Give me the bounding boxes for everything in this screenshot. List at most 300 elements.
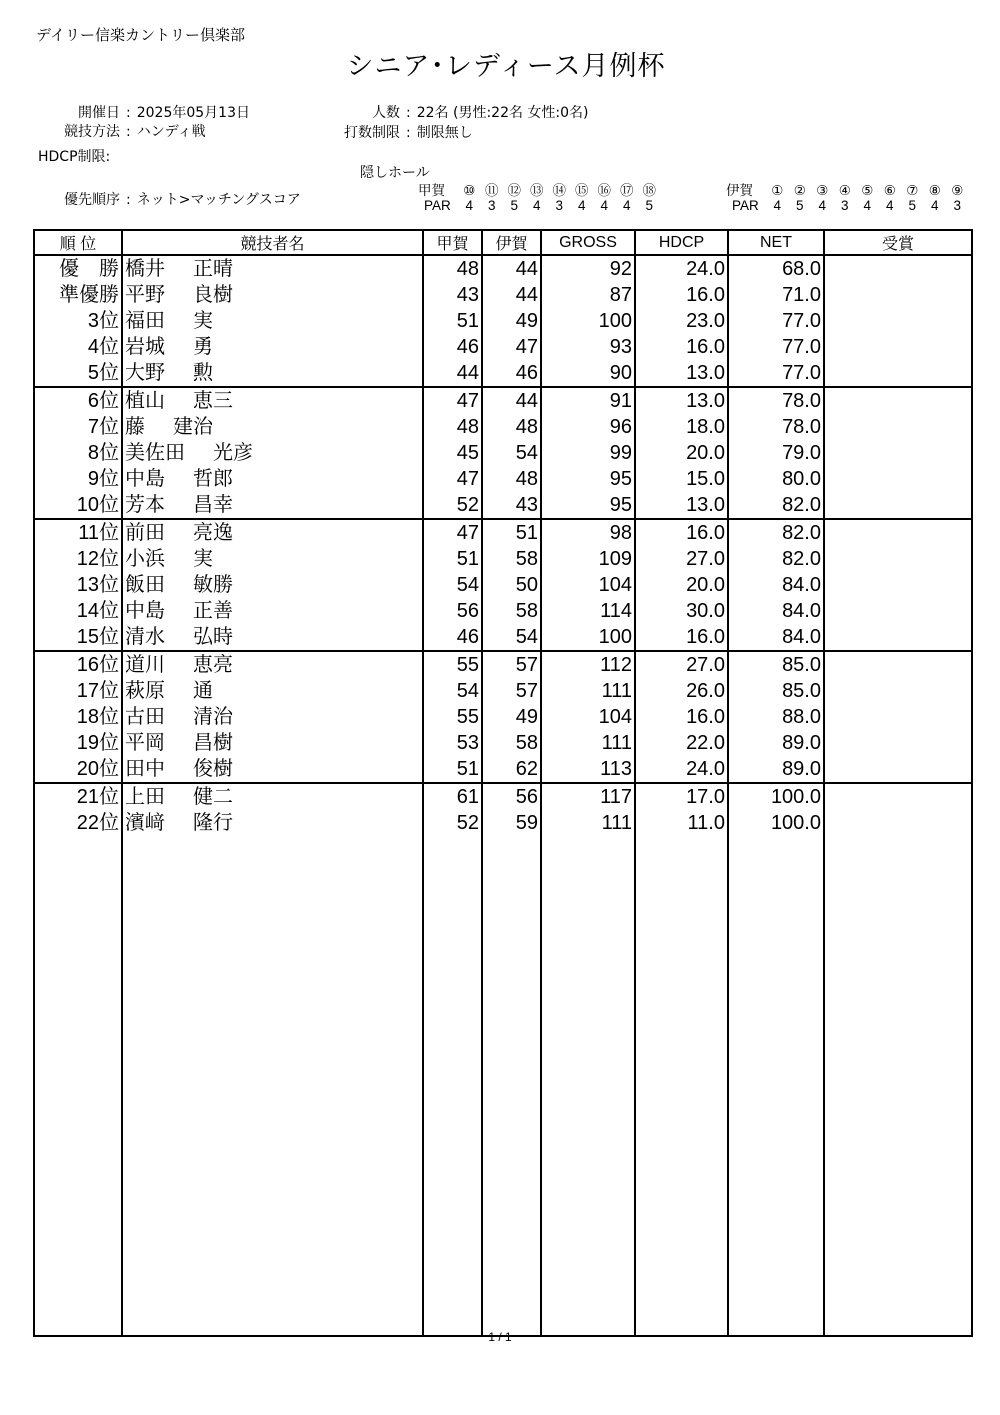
rank-cell: 22位 (34, 810, 122, 836)
iga-score-cell: 58 (482, 598, 541, 624)
gross-cell: 95 (541, 492, 635, 519)
table-row (34, 387, 972, 414)
player-name-cell (122, 624, 423, 651)
column-header-iga: 伊賀 (482, 230, 541, 255)
rank-cell: 12位 (34, 546, 122, 572)
hidden-hole-par: 3 (840, 198, 849, 213)
given-name: 実 (193, 310, 213, 332)
koka-score-cell: 51 (423, 308, 482, 334)
hidden-hole-par: 4 (532, 198, 541, 213)
hidden-hole-par: 4 (622, 198, 631, 213)
hidden-hole-number: ⑦ (906, 183, 919, 198)
rank-cell: 8位 (34, 440, 122, 466)
family-name: 萩原 (125, 680, 165, 702)
hdcp-cell: 20.0 (635, 440, 728, 466)
hidden-hole-par: 5 (795, 198, 804, 213)
hidden-hole-number: ⑤ (861, 183, 874, 198)
koka-score-cell: 44 (423, 360, 482, 387)
family-name: 藤 (125, 416, 145, 438)
gross-cell: 90 (541, 360, 635, 387)
koka-score-cell: 43 (423, 282, 482, 308)
iga-score-cell: 62 (482, 756, 541, 783)
hdcp-cell: 16.0 (635, 704, 728, 730)
player-name-cell (122, 387, 423, 414)
koka-score-cell: 47 (423, 519, 482, 546)
koka-score-cell: 56 (423, 598, 482, 624)
given-name: 光彦 (213, 442, 253, 464)
given-name: 恵三 (193, 390, 233, 412)
rank-cell: 6位 (34, 387, 122, 414)
family-name: 小浜 (125, 548, 165, 570)
hidden-hole-number: ⑨ (951, 183, 964, 198)
hdcp-cell: 13.0 (635, 360, 728, 387)
hdcp-cell: 24.0 (635, 255, 728, 282)
player-name-cell (122, 546, 423, 572)
meta-method-label: 競技方法 (64, 124, 120, 140)
iga-score-cell: 54 (482, 440, 541, 466)
rank-cell: 21位 (34, 783, 122, 810)
hdcp-cell: 16.0 (635, 624, 728, 651)
hidden-hole-number: ⑱ (642, 183, 656, 198)
koka-score-cell: 54 (423, 678, 482, 704)
award-cell (824, 756, 972, 783)
award-cell (824, 730, 972, 756)
family-name: 道川 (125, 654, 165, 676)
given-name: 哲郎 (193, 468, 233, 490)
rank-cell: 4位 (34, 334, 122, 360)
hidden-hole-number: ⑭ (552, 183, 566, 198)
table-row (34, 334, 972, 360)
net-cell: 80.0 (728, 466, 824, 492)
award-cell (824, 360, 972, 387)
family-name: 濱﨑 (125, 812, 165, 834)
koka-score-cell: 55 (423, 651, 482, 678)
given-name: 勇 (193, 336, 213, 358)
table-row (34, 756, 972, 783)
gross-cell: 95 (541, 466, 635, 492)
hidden-holes-iga-holes: 伊賀 ① ② ③ ④ ⑤ ⑥ ⑦ ⑧ ⑨ (726, 179, 969, 199)
hidden-hole-par: 4 (863, 198, 871, 213)
award-cell (824, 810, 972, 836)
gross-cell: 87 (541, 282, 635, 308)
hidden-hole-par: 4 (577, 198, 586, 213)
net-cell: 79.0 (728, 440, 824, 466)
award-cell (824, 704, 972, 730)
given-name: 正善 (193, 600, 233, 622)
meta-stroke-limit-value: 制限無し (416, 125, 473, 141)
table-row (34, 730, 972, 756)
column-header-award: 受賞 (824, 230, 972, 255)
meta-method-value: ハンディ戦 (136, 124, 206, 140)
gross-cell: 93 (541, 334, 635, 360)
hdcp-cell: 27.0 (635, 651, 728, 678)
award-cell (824, 651, 972, 678)
rank-cell: 3位 (34, 308, 122, 334)
hdcp-cell: 20.0 (635, 572, 728, 598)
player-name-cell (122, 651, 423, 678)
table-row (34, 546, 972, 572)
page-indicator: 1 / 1 (488, 1330, 512, 1344)
given-name: 亮逸 (193, 522, 233, 544)
hdcp-cell: 11.0 (635, 810, 728, 836)
gross-cell: 100 (541, 308, 635, 334)
award-cell (824, 308, 972, 334)
player-name-cell (122, 440, 423, 466)
hidden-hole-number: ⑮ (575, 183, 589, 198)
player-name-cell (122, 334, 423, 360)
player-name-cell (122, 783, 423, 810)
given-name: 恵亮 (193, 654, 233, 676)
koka-score-cell: 46 (423, 624, 482, 651)
family-name: 芳本 (125, 494, 165, 516)
award-cell (824, 598, 972, 624)
rank-cell: 7位 (34, 414, 122, 440)
column-header-name: 競技者名 (122, 230, 423, 255)
table-row (34, 651, 972, 678)
gross-cell: 117 (541, 783, 635, 810)
award-cell (824, 282, 972, 308)
rank-cell: 優 勝 (34, 255, 122, 282)
family-name: 田中 (125, 758, 165, 780)
iga-score-cell: 56 (482, 783, 541, 810)
koka-score-cell: 45 (423, 440, 482, 466)
family-name: 清水 (125, 626, 165, 648)
hdcp-cell: 23.0 (635, 308, 728, 334)
hidden-hole-number: ⑯ (597, 183, 611, 198)
net-cell: 89.0 (728, 756, 824, 783)
meta-stroke-limit: 打数制限 : 制限無し (300, 122, 473, 142)
net-cell: 77.0 (728, 334, 824, 360)
award-cell (824, 440, 972, 466)
hidden-hole-number: ⑬ (530, 183, 544, 198)
hidden-hole-par: 3 (953, 198, 961, 213)
hidden-hole-par: 4 (465, 198, 473, 213)
rank-cell: 11位 (34, 519, 122, 546)
award-cell (824, 624, 972, 651)
meta-method: 競技方法 : ハンディ戦 (40, 121, 206, 141)
koka-score-cell: 54 (423, 572, 482, 598)
given-name: 正晴 (193, 258, 233, 280)
net-cell: 84.0 (728, 598, 824, 624)
player-name-cell (122, 360, 423, 387)
hdcp-cell: 27.0 (635, 546, 728, 572)
hidden-hole-par: 4 (930, 198, 939, 213)
gross-cell: 113 (541, 756, 635, 783)
koka-score-cell: 46 (423, 334, 482, 360)
hdcp-cell: 13.0 (635, 387, 728, 414)
iga-score-cell: 49 (482, 308, 541, 334)
net-cell: 85.0 (728, 678, 824, 704)
net-cell: 84.0 (728, 572, 824, 598)
gross-cell: 114 (541, 598, 635, 624)
iga-score-cell: 51 (482, 519, 541, 546)
family-name: 中島 (125, 468, 165, 490)
net-cell: 89.0 (728, 730, 824, 756)
hidden-holes-iga-pars: PAR 4 5 4 3 4 4 5 4 3 (726, 198, 969, 213)
given-name: 良樹 (193, 284, 233, 306)
rank-cell: 5位 (34, 360, 122, 387)
family-name: 中島 (125, 600, 165, 622)
family-name: 美佐田 (125, 442, 185, 464)
award-cell (824, 678, 972, 704)
hdcp-cell: 30.0 (635, 598, 728, 624)
iga-score-cell: 44 (482, 255, 541, 282)
rank-cell: 15位 (34, 624, 122, 651)
net-cell: 77.0 (728, 308, 824, 334)
hdcp-cell: 24.0 (635, 756, 728, 783)
net-cell: 71.0 (728, 282, 824, 308)
hidden-hole-number: ① (771, 183, 784, 198)
player-name-cell (122, 282, 423, 308)
gross-cell: 104 (541, 572, 635, 598)
column-header-net: NET (728, 230, 824, 255)
iga-score-cell: 58 (482, 546, 541, 572)
net-cell: 82.0 (728, 492, 824, 519)
hidden-hole-number: ② (793, 183, 806, 198)
table-row (34, 678, 972, 704)
table-row (34, 440, 972, 466)
net-cell: 88.0 (728, 704, 824, 730)
award-cell (824, 519, 972, 546)
meta-count-label: 人数 (372, 105, 400, 121)
player-name-cell (122, 598, 423, 624)
award-cell (824, 572, 972, 598)
iga-score-cell: 47 (482, 334, 541, 360)
iga-score-cell: 48 (482, 466, 541, 492)
gross-cell: 104 (541, 704, 635, 730)
meta-hdcp-limit: HDCP制限: (38, 149, 111, 165)
koka-score-cell: 53 (423, 730, 482, 756)
hdcp-cell: 18.0 (635, 414, 728, 440)
award-cell (824, 255, 972, 282)
table-row (34, 572, 972, 598)
hidden-hole-par: 5 (645, 198, 653, 213)
iga-score-cell: 57 (482, 651, 541, 678)
rank-cell: 13位 (34, 572, 122, 598)
iga-score-cell: 54 (482, 624, 541, 651)
award-cell (824, 387, 972, 414)
meta-date-label: 開催日 (78, 105, 120, 121)
club-name: デイリー信楽カントリー倶楽部 (36, 26, 245, 44)
table-header-row (34, 230, 972, 255)
family-name: 平岡 (125, 732, 165, 754)
family-name: 平野 (125, 284, 165, 306)
hdcp-cell: 13.0 (635, 492, 728, 519)
hidden-hole-par: 4 (600, 198, 608, 213)
gross-cell: 111 (541, 678, 635, 704)
award-cell (824, 546, 972, 572)
award-cell (824, 414, 972, 440)
koka-score-cell: 47 (423, 466, 482, 492)
award-cell (824, 466, 972, 492)
koka-score-cell: 52 (423, 492, 482, 519)
column-header-koka: 甲賀 (423, 230, 482, 255)
given-name: 俊樹 (193, 758, 233, 780)
family-name: 前田 (125, 522, 165, 544)
net-cell: 68.0 (728, 255, 824, 282)
net-cell: 100.0 (728, 810, 824, 836)
given-name: 実 (193, 548, 213, 570)
meta-count: 人数 : 22名 (男性:22名 女性:0名) (300, 102, 589, 122)
net-cell: 78.0 (728, 387, 824, 414)
award-cell (824, 334, 972, 360)
hidden-hole-number: ⑫ (507, 183, 521, 198)
family-name: 飯田 (125, 574, 165, 596)
gross-cell: 98 (541, 519, 635, 546)
hidden-hole-par: 5 (510, 198, 518, 213)
table-row (34, 308, 972, 334)
column-header-rank: 順 位 (34, 230, 122, 255)
player-name-cell (122, 492, 423, 519)
gross-cell: 99 (541, 440, 635, 466)
meta-priority-value: ネット>マッチングスコア (136, 192, 301, 208)
given-name: 清治 (193, 706, 233, 728)
player-name-cell (122, 810, 423, 836)
hidden-hole-number: ⑥ (883, 183, 896, 198)
hidden-hole-number: ⑧ (928, 183, 941, 198)
rank-cell: 17位 (34, 678, 122, 704)
table-row (34, 282, 972, 308)
table-row (34, 414, 972, 440)
hidden-hole-par: 3 (555, 198, 563, 213)
hidden-holes-iga (726, 179, 969, 213)
table-row (34, 704, 972, 730)
net-cell: 77.0 (728, 360, 824, 387)
results-table (33, 229, 973, 1337)
gross-cell: 91 (541, 387, 635, 414)
meta-priority: 優先順序 : ネット>マッチングスコア (40, 189, 301, 209)
koka-score-cell: 55 (423, 704, 482, 730)
table-row (34, 360, 972, 387)
award-cell (824, 783, 972, 810)
given-name: 隆行 (193, 812, 233, 834)
table-row (34, 255, 972, 282)
rank-cell: 18位 (34, 704, 122, 730)
table-row (34, 783, 972, 810)
rank-cell: 19位 (34, 730, 122, 756)
hdcp-cell: 16.0 (635, 282, 728, 308)
given-name: 勲 (193, 362, 213, 384)
gross-cell: 96 (541, 414, 635, 440)
player-name-cell (122, 704, 423, 730)
meta-hdcp-label: HDCP制限 (38, 149, 106, 165)
hidden-hole-par: 3 (487, 198, 496, 213)
iga-score-cell: 44 (482, 282, 541, 308)
table-row (34, 492, 972, 519)
given-name: 弘時 (193, 626, 233, 648)
player-name-cell (122, 519, 423, 546)
iga-score-cell: 59 (482, 810, 541, 836)
meta-priority-label: 優先順序 (64, 192, 120, 208)
hidden-hole-number: ⑪ (485, 183, 499, 198)
hidden-holes-koka-holes: 甲賀 ⑩ ⑪ ⑫ ⑬ ⑭ ⑮ ⑯ ⑰ ⑱ (418, 179, 661, 199)
family-name: 大野 (125, 362, 165, 384)
iga-score-cell: 57 (482, 678, 541, 704)
hdcp-cell: 17.0 (635, 783, 728, 810)
hidden-hole-number: ④ (838, 183, 851, 198)
table-row (34, 466, 972, 492)
hidden-hole-par: 5 (908, 198, 916, 213)
player-name-cell (122, 678, 423, 704)
koka-score-cell: 51 (423, 756, 482, 783)
koka-score-cell: 48 (423, 414, 482, 440)
table-row (34, 598, 972, 624)
rank-cell: 14位 (34, 598, 122, 624)
player-name-cell (122, 730, 423, 756)
given-name: 昌幸 (193, 494, 233, 516)
koka-score-cell: 48 (423, 255, 482, 282)
meta-stroke-limit-label: 打数制限 (344, 125, 400, 141)
given-name: 健二 (193, 786, 233, 808)
given-name: 敏勝 (193, 574, 233, 596)
iga-score-cell: 46 (482, 360, 541, 387)
hdcp-cell: 16.0 (635, 334, 728, 360)
gross-cell: 111 (541, 810, 635, 836)
column-header-hdcp: HDCP (635, 230, 728, 255)
table-row (34, 624, 972, 651)
family-name: 岩城 (125, 336, 165, 358)
family-name: 植山 (125, 390, 165, 412)
iga-score-cell: 50 (482, 572, 541, 598)
hidden-holes-label: 隠しホール (360, 165, 430, 181)
hdcp-cell: 16.0 (635, 519, 728, 546)
iga-score-cell: 48 (482, 414, 541, 440)
hidden-hole-par: 4 (885, 198, 894, 213)
net-cell: 82.0 (728, 519, 824, 546)
column-header-gross: GROSS (541, 230, 635, 255)
player-name-cell (122, 414, 423, 440)
empty-space-row (34, 836, 972, 1336)
hidden-holes-koka (418, 179, 661, 213)
koka-score-cell: 47 (423, 387, 482, 414)
hidden-hole-par: 4 (773, 198, 781, 213)
net-cell: 100.0 (728, 783, 824, 810)
iga-score-cell: 43 (482, 492, 541, 519)
hidden-holes-koka-pars: PAR 4 3 5 4 3 4 4 4 5 (418, 198, 661, 213)
table-row (34, 810, 972, 836)
family-name: 古田 (125, 706, 165, 728)
iga-score-cell: 49 (482, 704, 541, 730)
player-name-cell (122, 308, 423, 334)
meta-date: 開催日 : 2025年05月13日 (40, 102, 250, 122)
koka-score-cell: 61 (423, 783, 482, 810)
hidden-hole-number: ③ (816, 183, 829, 198)
hdcp-cell: 26.0 (635, 678, 728, 704)
family-name: 上田 (125, 786, 165, 808)
player-name-cell (122, 756, 423, 783)
rank-cell: 10位 (34, 492, 122, 519)
koka-score-cell: 51 (423, 546, 482, 572)
family-name: 橋井 (125, 258, 165, 280)
hidden-hole-number: ⑩ (463, 183, 476, 198)
hdcp-cell: 15.0 (635, 466, 728, 492)
meta-date-value: 2025年05月13日 (136, 105, 250, 121)
net-cell: 82.0 (728, 546, 824, 572)
gross-cell: 109 (541, 546, 635, 572)
player-name-cell (122, 466, 423, 492)
iga-score-cell: 44 (482, 387, 541, 414)
net-cell: 84.0 (728, 624, 824, 651)
hdcp-cell: 22.0 (635, 730, 728, 756)
given-name: 昌樹 (193, 732, 233, 754)
award-cell (824, 492, 972, 519)
koka-score-cell: 52 (423, 810, 482, 836)
player-name-cell (122, 572, 423, 598)
net-cell: 78.0 (728, 414, 824, 440)
rank-cell: 20位 (34, 756, 122, 783)
rank-cell: 9位 (34, 466, 122, 492)
gross-cell: 100 (541, 624, 635, 651)
